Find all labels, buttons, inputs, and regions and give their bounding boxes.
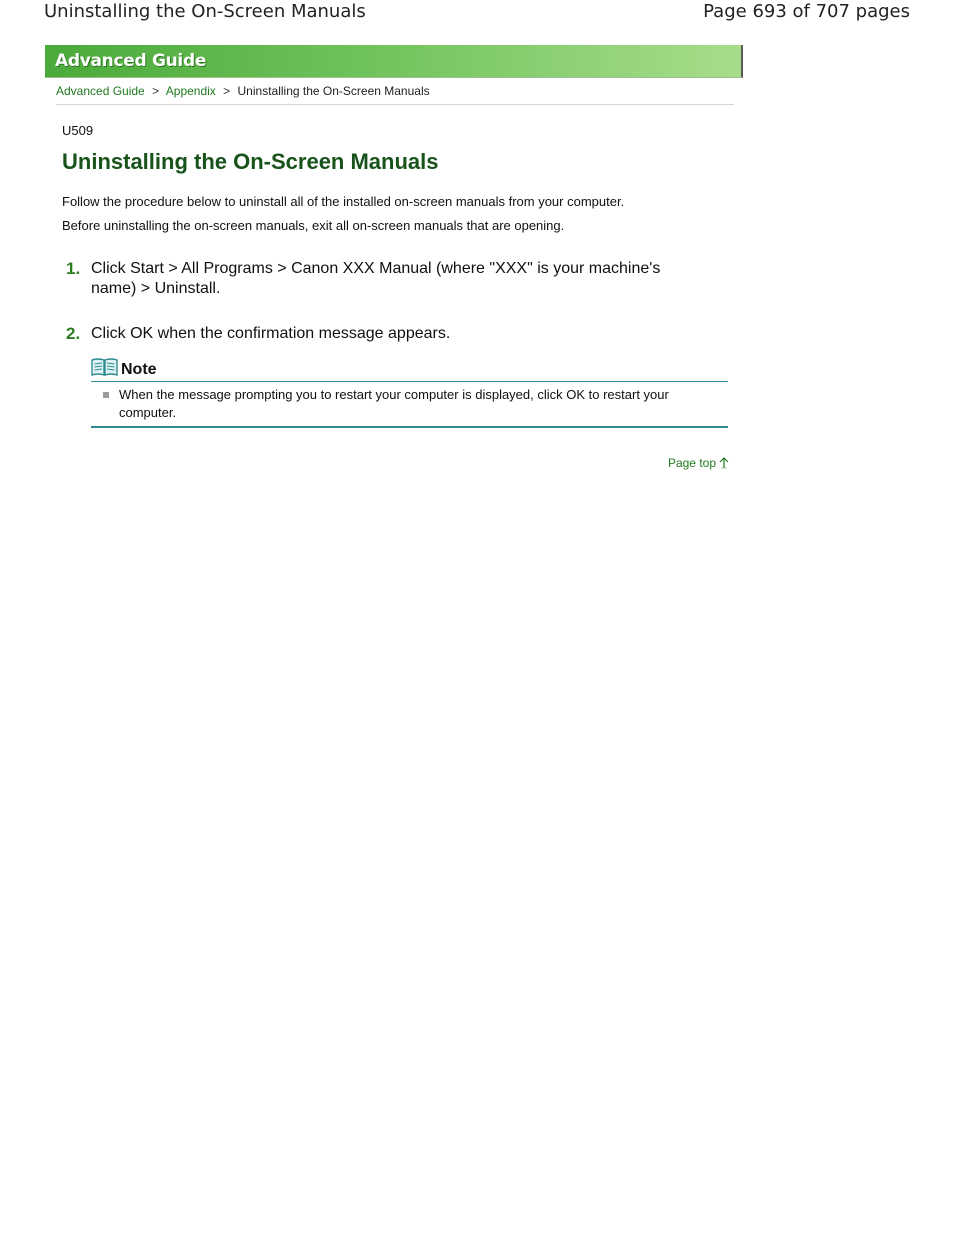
note-text: When the message prompting you to restart your computer is displayed, click OK to restart your computer. (119, 387, 669, 420)
breadcrumb-separator: > (152, 84, 160, 98)
breadcrumb-separator: > (223, 84, 231, 98)
step-number: 2. (66, 324, 81, 343)
note-header (91, 356, 728, 382)
intro-paragraph: Before uninstalling the on-screen manuals, exit all on-screen manuals that are opening. (62, 218, 565, 233)
intro-paragraph: Follow the procedure below to uninstall all of the installed on-screen manuals from your computer. (62, 194, 625, 209)
print-header-title: Uninstalling the On-Screen Manuals (44, 1, 366, 22)
print-header (44, 0, 910, 24)
breadcrumb (56, 84, 430, 98)
banner-title: Advanced Guide (55, 51, 207, 71)
advanced-guide-banner (45, 45, 743, 78)
note-label: Note (121, 361, 157, 378)
document-code: U509 (62, 123, 94, 138)
up-arrow-icon (718, 457, 730, 469)
page-top-link[interactable] (668, 456, 730, 470)
step-text: Click OK when the confirmation message appears. (91, 325, 451, 342)
note-box (91, 356, 728, 428)
note-bottom-rule (91, 426, 728, 428)
breadcrumb-link-advanced-guide[interactable]: Advanced Guide (56, 84, 145, 98)
breadcrumb-link-appendix[interactable]: Appendix (165, 84, 216, 98)
step-number: 1. (66, 259, 81, 278)
breadcrumb-current: Uninstalling the On-Screen Manuals (237, 84, 430, 98)
step-text: Click Start > All Programs > Canon XXX Manual (where "XXX" is your machine's name) > Uninstall. (91, 260, 661, 297)
square-bullet-icon (103, 392, 109, 398)
divider (56, 104, 734, 105)
open-book-icon (91, 357, 118, 377)
page-top-label: Page top (667, 456, 716, 470)
page-title: Uninstalling the On-Screen Manuals (62, 149, 439, 174)
print-header-page-info: Page 693 of 707 pages (703, 1, 910, 22)
